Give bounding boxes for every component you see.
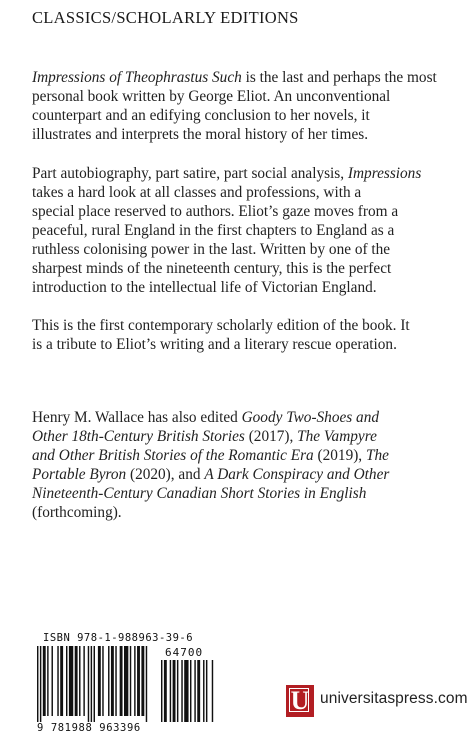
price-code-text: 64700	[165, 646, 204, 659]
ean-digits-text: 9 781988 963396	[37, 722, 141, 734]
publisher-logo-icon: U	[286, 685, 314, 717]
description-paragraph-3: This is the first contemporary scholarly edition of the book. It is a tribute to Eliot’s writing and a literary rescue operation.	[32, 317, 410, 353]
description-paragraph-2: Part autobiography, part satire, part social analysis, Impressions takes a hard look at all classes and professions, with a special place reserved to authors. Eliot’s gaze moves from a peaceful, rural England in the first chapters to England as a ruthless colonising power in the last. Written by one of the sharpest minds of the nineteenth century, this is the perfect introduction to the intellectual life of Victorian England.	[32, 165, 422, 296]
description-paragraph-1: Impressions of Theophrastus Such is the last and perhaps the most personal book written by George Eliot. An unconventional counterpart and an edifying conclusion to her novels, it illustrates and interprets the moral history of her times.	[32, 69, 437, 143]
editor-bio-paragraph: Henry M. Wallace has also edited Goody Two-Shoes and Other 18th-Century British Stories (2017), The Vampyre and Other British Stories of the Romantic Era (2019), The Portable Byron (2020), and A Dark Conspiracy and Other Nineteenth-Century Canadian Short Stories in English (forthcoming).	[32, 409, 390, 521]
publisher-block	[286, 685, 466, 719]
isbn-text: ISBN 978-1-988963-39-6	[43, 632, 194, 644]
price-addon-bars	[161, 660, 217, 722]
book-title: Impressions of Theophrastus Such	[32, 69, 242, 86]
series-heading: CLASSICS/SCHOLARLY EDITIONS	[32, 8, 299, 27]
publisher-website[interactable]: universitaspress.com	[320, 690, 468, 707]
isbn-barcode	[37, 632, 217, 736]
ean-barcode-bars	[37, 646, 155, 722]
